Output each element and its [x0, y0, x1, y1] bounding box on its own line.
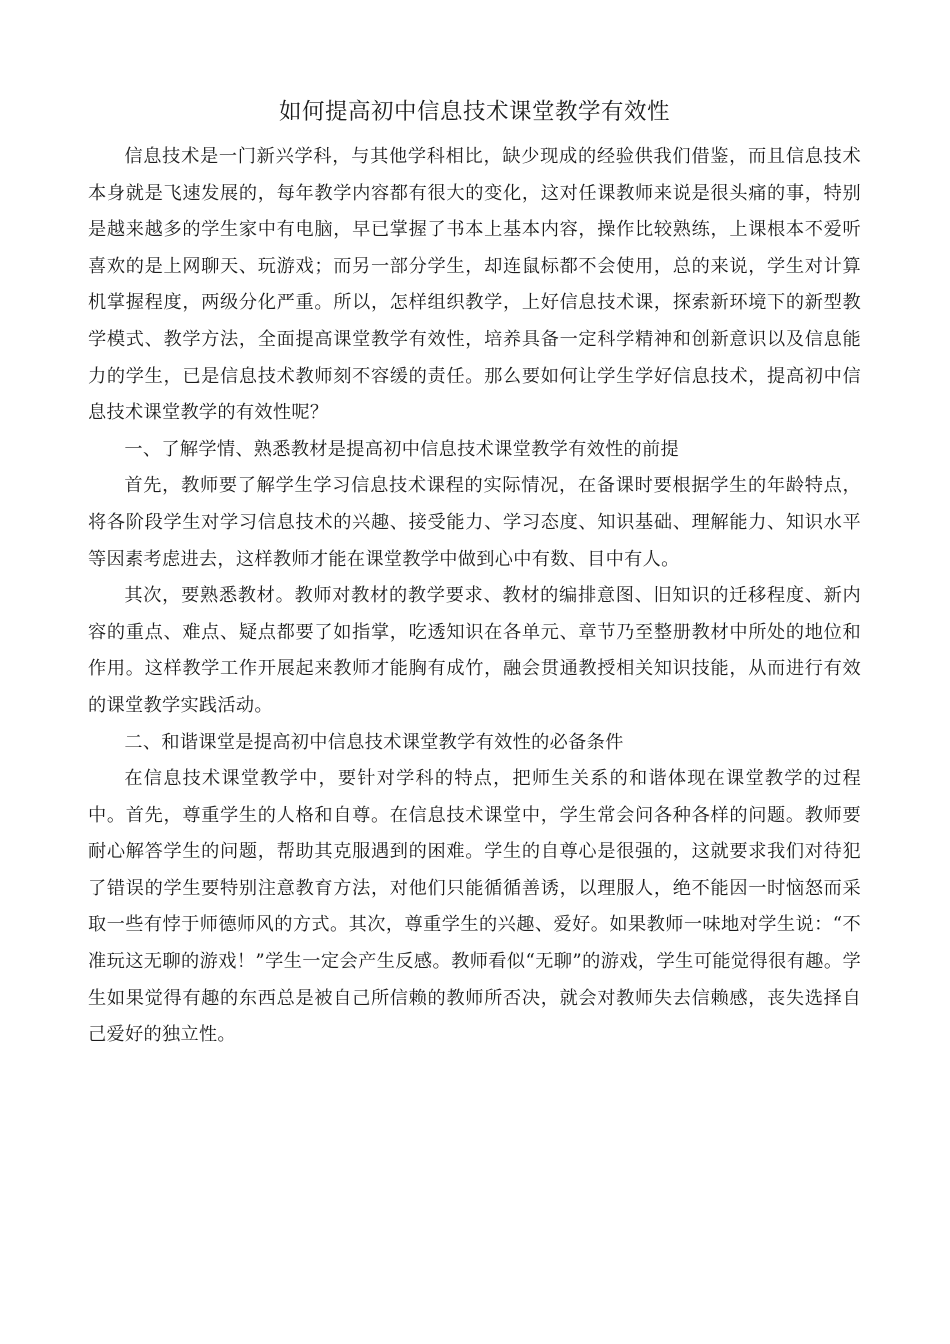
section-2-paragraph-1: 在信息技术课堂教学中，要针对学科的特点，把师生关系的和谐体现在课堂教学的过程中。首先，尊重学生的人格和自尊。在信息技术课堂中，学生常会问各种各样的问题。教师要耐心解答学生的问题，帮助其克服遇到的困难。学生的自尊心是很强的，这就要求我们对待犯了错误的学生要特别注意教育方法，对他们只能循循善诱，以理服人，绝不能因一时恼怒而采取一些有悖于师德师风的方式。其次，尊重学生的兴趣、爱好。如果教师一味地对学生说：“不准玩这无聊的游戏！”学生一定会产生反感。教师看似“无聊”的游戏，学生可能觉得很有趣。学生如果觉得有趣的东西总是被自己所信赖的教师所否决，就会对教师失去信赖感，丧失选择自己爱好的独立性。 — [88, 768, 861, 1046]
section-heading-2: 二、和谐课堂是提高初中信息技术课堂教学有效性的必备条件 — [124, 731, 624, 753]
section-1-paragraph-2: 其次，要熟悉教材。教师对教材的教学要求、教材的编排意图、旧知识的迁移程度、新内容的重点、难点、疑点都要了如指掌，吃透知识在各单元、章节乃至整册教材中所处的地位和作用。这样教学工作开展起来教师才能胸有成竹，融会贯通教授相关知识技能，从而进行有效的课堂教学实践活动。 — [88, 585, 861, 716]
intro-paragraph: 信息技术是一门新兴学科，与其他学科相比，缺少现成的经验供我们借鉴，而且信息技术本身就是飞速发展的，每年教学内容都有很大的变化，这对任课教师来说是很头痛的事，特别是越来越多的学生家中有电脑，早已掌握了书本上基本内容，操作比较熟练，上课根本不爱听喜欢的是上网聊天、玩游戏；而另一部分学生，却连鼠标都不会使用，总的来说，学生对计算机掌握程度，两级分化严重。所以，怎样组织教学，上好信息技术课，探索新环境下的新型教学模式、教学方法，全面提高课堂教学有效性，培养具备一定科学精神和创新意识以及信息能力的学生，已是信息技术教师刻不容缓的责任。那么要如何让学生学好信息技术，提高初中信息技术课堂教学的有效性呢？ — [88, 146, 861, 424]
document-body — [88, 93, 861, 1054]
section-heading-1: 一、了解学情、熟悉教材是提高初中信息技术课堂教学有效性的前提 — [124, 438, 680, 460]
section-1-paragraph-1: 首先，教师要了解学生学习信息技术课程的实际情况，在备课时要根据学生的年龄特点，将各阶段学生对学习信息技术的兴趣、接受能力、学习态度、知识基础、理解能力、知识水平等因素考虑进去，这样教师才能在课堂教学中做到心中有数、目中有人。 — [88, 475, 861, 570]
document-title: 如何提高初中信息技术课堂教学有效性 — [278, 99, 670, 125]
